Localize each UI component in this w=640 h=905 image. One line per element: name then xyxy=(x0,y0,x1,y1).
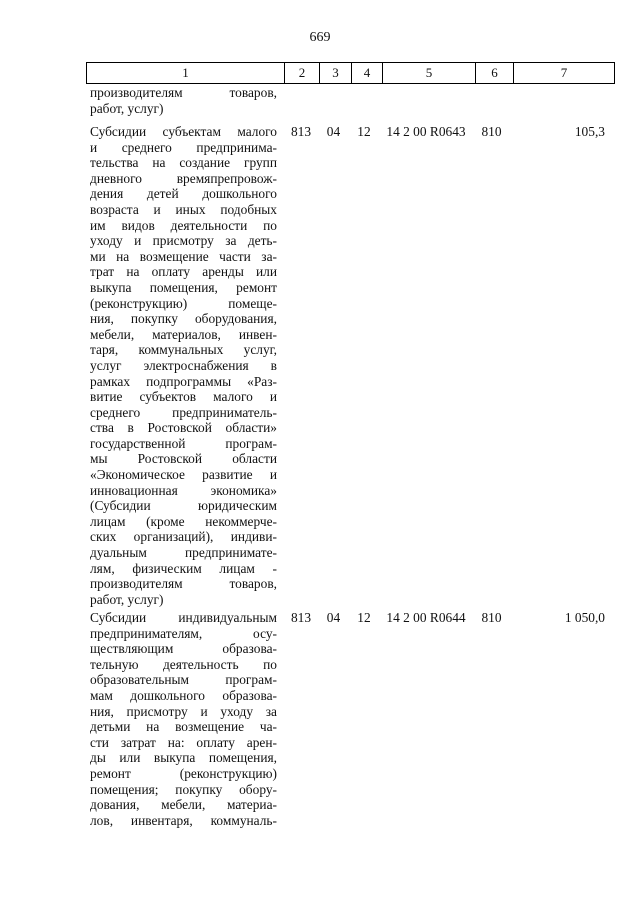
description-line: Субсидии индивидуальным xyxy=(90,610,277,625)
description-line: ния, присмотру и уходу за xyxy=(90,703,277,719)
column-header-table xyxy=(86,62,615,84)
description-line: дования, мебели, материа- xyxy=(90,797,277,813)
cell-ministry-code: 813 xyxy=(290,610,312,625)
description-line: мам дошкольного образова- xyxy=(90,687,277,703)
column-header-1: 1 xyxy=(87,63,285,84)
description-line: ми на возмещение части за- xyxy=(90,248,277,264)
column-header-6: 6 xyxy=(476,63,514,84)
description-line: мебели, материалов, инвен- xyxy=(90,326,277,342)
description-line: ремонт (реконструкцию) xyxy=(90,765,277,781)
description-line: уходу и присмотру за деть- xyxy=(90,233,277,249)
description-line: инновационная экономика» xyxy=(90,482,277,498)
description-line: мы Ростовской области xyxy=(90,451,277,467)
description-line: услуг электроснабжения в xyxy=(90,357,277,373)
cell-section-code: 04 xyxy=(326,124,341,139)
cell-target-code: 14 2 00 R0644 xyxy=(386,610,466,625)
description-line: ды или выкупа помещения, xyxy=(90,750,277,766)
description-line: выкупа помещения, ремонт xyxy=(90,279,277,295)
description-line: лям, физическим лицам - xyxy=(90,560,277,576)
description-line: ществляющим образова- xyxy=(90,641,277,657)
description-line: сти затрат на: оплату арен- xyxy=(90,734,277,750)
description-line: предпринимателям, осу- xyxy=(90,625,277,641)
description-line: ства в Ростовской области» xyxy=(90,420,277,436)
description-line: «Экономическое развитие и xyxy=(90,467,277,483)
description-line: тельную деятельность по xyxy=(90,656,277,672)
column-header-4: 4 xyxy=(352,63,383,84)
description-line: дуальным предпринимате- xyxy=(90,545,277,561)
description-line: тельства на создание групп xyxy=(90,155,277,171)
column-header-3: 3 xyxy=(320,63,352,84)
column-header-2: 2 xyxy=(285,63,320,84)
description-line: образовательным програм- xyxy=(90,672,277,688)
column-header-7: 7 xyxy=(514,63,615,84)
description-line: производителям товаров, xyxy=(90,85,277,100)
description-line: витие субъектов малого и xyxy=(90,389,277,405)
cell-amount: 105,3 xyxy=(574,124,605,139)
description-line: (Субсидии юридическим xyxy=(90,498,277,514)
cell-expense-type: 810 xyxy=(481,124,502,139)
row-description xyxy=(90,610,277,828)
description-line: ских организаций), индиви- xyxy=(90,529,277,545)
description-line: работ, услуг) xyxy=(90,100,164,116)
continuation-description xyxy=(90,85,277,116)
description-line: возраста и иных подобных xyxy=(90,201,277,217)
description-line: дения детей дошкольного xyxy=(90,186,277,202)
description-line: государственной програм- xyxy=(90,435,277,451)
description-line: работ, услуг) xyxy=(90,591,164,607)
description-line: помещения; покупку обору- xyxy=(90,781,277,797)
description-line: производителям товаров, xyxy=(90,576,277,592)
column-header-5: 5 xyxy=(383,63,476,84)
description-line: лов, инвентаря, коммуналь- xyxy=(90,812,277,828)
description-line: и среднего предпринима- xyxy=(90,139,277,155)
description-line: рамках подпрограммы «Раз- xyxy=(90,373,277,389)
cell-target-code: 14 2 00 R0643 xyxy=(386,124,466,139)
description-line: таря, коммунальных услуг, xyxy=(90,342,277,358)
description-line: ния, покупку оборудования, xyxy=(90,311,277,327)
description-line: им видов деятельности по xyxy=(90,217,277,233)
description-line: детьми на возмещение ча- xyxy=(90,719,277,735)
cell-ministry-code: 813 xyxy=(290,124,312,139)
description-line: трат на оплату аренды или xyxy=(90,264,277,280)
description-line: Субсидии субъектам малого xyxy=(90,124,277,139)
description-line: дневного времяпрепровож- xyxy=(90,170,277,186)
description-line: лицам (кроме некоммерче- xyxy=(90,513,277,529)
description-line: среднего предприниматель- xyxy=(90,404,277,420)
cell-subsection-code: 12 xyxy=(357,610,371,625)
cell-expense-type: 810 xyxy=(481,610,502,625)
cell-subsection-code: 12 xyxy=(357,124,371,139)
description-line: (реконструкцию) помеще- xyxy=(90,295,277,311)
cell-amount: 1 050,0 xyxy=(564,610,605,625)
cell-section-code: 04 xyxy=(326,610,341,625)
page-number: 669 xyxy=(309,30,331,45)
row-description xyxy=(90,124,277,607)
